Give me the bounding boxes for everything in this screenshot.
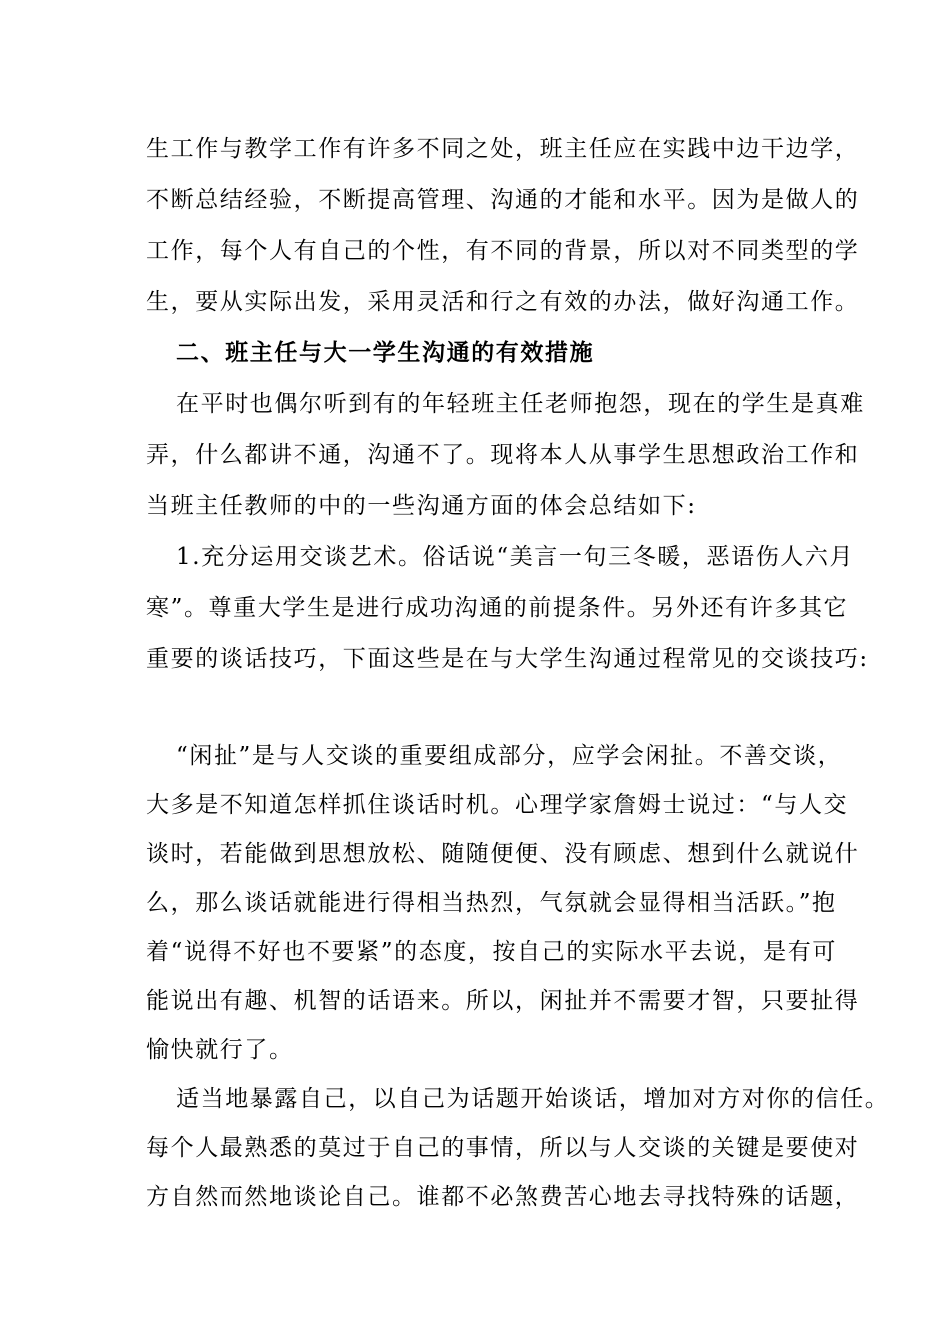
text-line: 每个人最熟悉的莫过于自己的事情，所以与人交谈的关键是要使对 [146,1135,860,1161]
text-line: 着“说得不好也不要紧”的态度，按自己的实际水平去说，是有可 [146,939,837,965]
text-line: 弄，什么都讲不通，沟通不了。现将本人从事学生思想政治工作和 [146,442,860,468]
text-line: 生工作与教学工作有许多不同之处，班主任应在实践中边干边学， [146,136,860,162]
text-line: 1.充分运用交谈艺术。俗话说“美言一句三冬暖，恶语伤人六月 [176,544,855,570]
text-line: 方自然而然地谈论自己。谁都不必煞费苦心地去寻找特殊的话题， [146,1184,860,1210]
text-line: 生，要从实际出发，采用灵活和行之有效的办法，做好沟通工作。 [146,289,860,315]
text-line: 在平时也偶尔听到有的年轻班主任老师抱怨，现在的学生是真难 [176,391,865,417]
section-heading: 二、班主任与大一学生沟通的有效措施 [176,339,595,366]
text-line: 当班主任教师的中的一些沟通方面的体会总结如下: [146,493,697,519]
text-line: 工作，每个人有自己的个性，有不同的背景，所以对不同类型的学 [146,238,860,264]
text-line: 重要的谈话技巧，下面这些是在与大学生沟通过程常见的交谈技巧: [146,646,869,672]
text-line: “闲扯”是与人交谈的重要组成部分，应学会闲扯。不善交谈， [176,743,843,769]
text-line: 么，那么谈话就能进行得相当热烈，气氛就会显得相当活跃。”抱 [146,890,837,916]
text-line: 大多是不知道怎样抓住谈话时机。心理学家詹姆士说过：“与人交 [146,792,849,818]
text-line: 能说出有趣、机智的话语来。所以，闲扯并不需要才智，只要扯得 [146,988,860,1014]
text-line: 适当地暴露自己，以自己为话题开始谈话，增加对方对你的信任。 [176,1086,890,1112]
text-line: 谈时，若能做到思想放松、随随便便、没有顾虑、想到什么就说什 [146,841,860,867]
text-line: 寒”。尊重大学生是进行成功沟通的前提条件。另外还有许多其它 [146,595,849,621]
text-line: 不断总结经验，不断提高管理、沟通的才能和水平。因为是做人的 [146,187,860,213]
text-line: 愉快就行了。 [146,1037,294,1063]
